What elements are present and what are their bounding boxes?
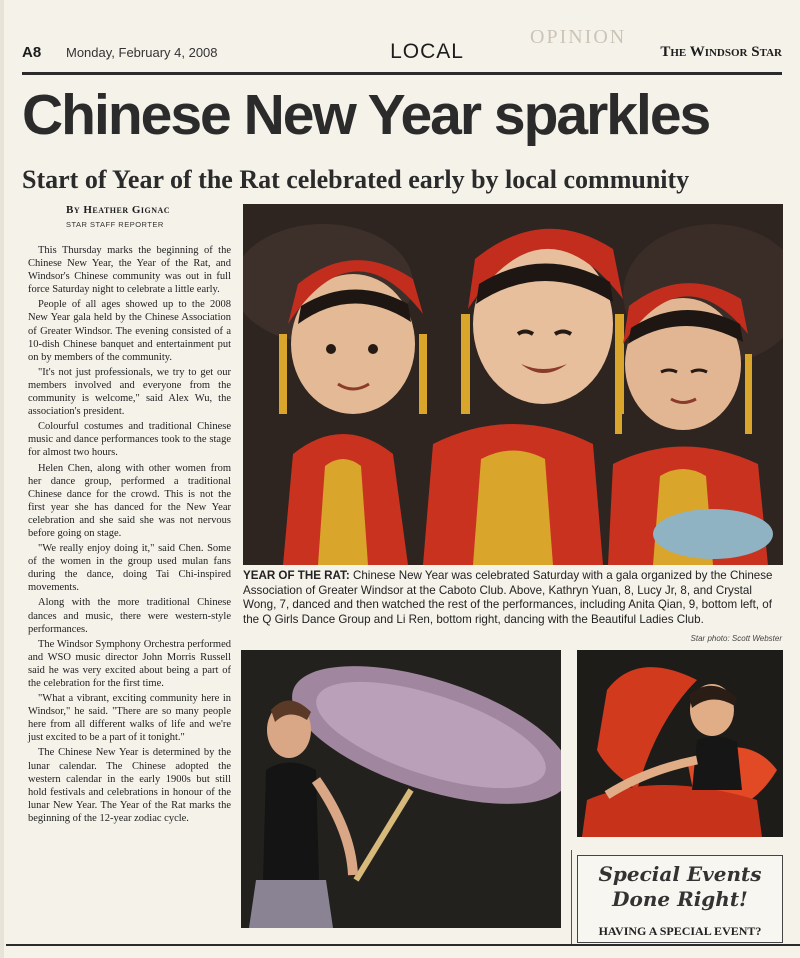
photo-credit: Star photo: Scott Webster — [690, 634, 782, 643]
byline-role: STAR STAFF REPORTER — [66, 220, 164, 229]
paragraph: This Thursday marks the beginning of the Chinese New Year, the Year of the Rat, and Windsor's Chinese community was out in full force Saturday night to celebrate a little early. — [28, 245, 231, 296]
article-body — [28, 244, 231, 827]
caption-text: Chinese New Year was celebrated Saturday with a gala organized by the Chinese Association of Greater Windsor at the Caboto Club. Above, Kathryn Yuan, 8, Lucy Jr, 8, and Crystal Wong, 7, danced and then watched the rest of the performances, including Anita Qian, 9, bottom left, of the Q Girls Dance Group and Li Ren, bottom right, dancing with the Beautiful Ladies Club. — [243, 569, 773, 626]
dancers-illustration — [243, 204, 783, 565]
paragraph: "We really enjoy doing it," said Chen. Some of the women in the group used mulan fans during the dance, doing Tai Chi-inspired movements. — [28, 543, 231, 594]
paragraph: People of all ages showed up to the 2008 New Year gala held by the Chinese Association of Greater Windsor. The evening consisted of a 10-dish Chinese banquet and entertainment put on by members of the community. — [28, 299, 231, 363]
paper-name: The Windsor Star — [660, 44, 782, 60]
ad-divider — [571, 850, 572, 945]
bleed-through-text: OPINION — [530, 26, 627, 48]
ad-headline-line1: Special Events — [598, 862, 762, 886]
paragraph: The Windsor Symphony Orchestra performed and WSO music director John Morris Russell said he was very excited about being a part of the celebration for the first time. — [28, 638, 231, 689]
folio-rule — [22, 72, 782, 75]
photo-caption — [243, 569, 783, 627]
subheadline: Start of Year of the Rat celebrated early by local community — [22, 165, 690, 194]
caption-kicker: YEAR OF THE RAT: — [243, 569, 350, 582]
section-name: LOCAL — [390, 40, 464, 63]
headline: Chinese New Year sparkles — [22, 83, 710, 147]
ad-headline-line2: Done Right! — [612, 887, 748, 911]
umbrella-dancer-photo — [241, 650, 561, 928]
fan-dancer-photo — [577, 650, 783, 837]
page-bottom-rule — [6, 944, 800, 946]
special-events-ad[interactable] — [577, 855, 783, 943]
byline: By Heather Gignac — [66, 204, 171, 216]
fan-dancer-illustration — [577, 650, 783, 837]
issue-date: Monday, February 4, 2008 — [66, 45, 218, 60]
paragraph: Along with the more traditional Chinese dances and music, there were western-style performances. — [28, 597, 231, 635]
paragraph: "It's not just professionals, we try to get our members involved and everyone from the community is welcome," said Alex Wu, the association's president. — [28, 366, 231, 418]
folio-bar — [22, 40, 782, 68]
paragraph: The Chinese New Year is determined by the lunar calendar. The Chinese adopted the western calendar in the early 1900s but still hold festivals and celebrations in honour of the lunar New Year. The Year of the Rat marks the beginning of the 12-year zodiac cycle. — [28, 747, 231, 824]
page-edge — [0, 0, 4, 958]
ad-tagline: HAVING A SPECIAL EVENT? — [598, 924, 762, 938]
paragraph: Helen Chen, along with other women from her dance group, performed a traditional Chinese dance for the crowd. This is not the first year she has danced for the New Year celebration and she said she was not nervous before going on stage. — [28, 462, 231, 539]
paragraph: "What a vibrant, exciting community here in Windsor," he said. "There are so many people here from all different walks of life and we're just excited to be a part of it tonight." — [28, 693, 231, 744]
main-photo — [243, 204, 783, 565]
umbrella-dancer-illustration — [241, 650, 561, 928]
paragraph: Colourful costumes and traditional Chinese music and dance performances took to the stage for almost two hours. — [28, 421, 231, 459]
page-number: A8 — [22, 44, 42, 61]
